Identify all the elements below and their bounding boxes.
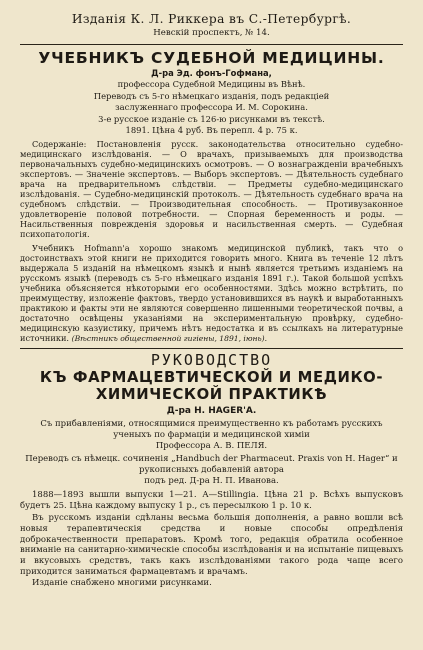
book2-additions-line3: Профессора А. В. ПЕЛЯ. <box>155 441 268 452</box>
book1-contents <box>20 139 403 240</box>
book2-note <box>20 578 403 589</box>
book1-author: Д-ра Эд. фонъ-Гофмана, <box>151 68 272 78</box>
book1-price: 1891. Цѣна 4 руб. Въ перепл. 4 р. 75 к. <box>125 124 298 135</box>
divider <box>20 348 403 349</box>
book2-translation: Переводъ съ нѣмецк. сочиненія „Handbuch der Pharmaceut. Praxis von H. Hager“ и рукописныхъ добавленій автора <box>25 454 398 476</box>
book1-review-body: Учебникъ Hofmann'а хорошо знакомъ медицинской публикѣ, такъ что о достоинствахъ этой книги не приходится говорить много. Книга въ теченіе 12 лѣтъ выдержала 5 изданій на нѣмецкомъ языкѣ и нынѣ является третьимъ изданіемъ на русскомъ языкѣ (переводъ съ 5-го нѣмецкаго изданія 1891 г.). Такой большой успѣхъ учебника объясняется нѣкоторыми его особенностями. Здѣсь можно встрѣтить, по преимуществу, изложеніе фактовъ, твердо установившихся въ наукѣ и выработанныхъ практикою и факты эти не являются совершенно лишенными теоретической почвы, а достаточно освѣщены указаніями на экспериментальную провѣрку, судебно-медицинскую казуистику, причемъ нѣтъ недостатка и въ ссылкахъ на литературные источники. <box>20 242 403 344</box>
book1-review-text <box>20 243 403 345</box>
book2-issues <box>20 490 403 512</box>
book2-additions-line2: ученыхъ по фармаціи и медицинской химіи <box>113 430 310 441</box>
book1-review <box>20 243 403 345</box>
book2-note-text: Изданіе снабжено многими рисунками. <box>32 578 212 589</box>
divider <box>20 44 403 45</box>
book2-title-line1: КЪ ФАРМАЦЕВТИЧЕСКОЙ И МЕДИКО- <box>39 369 384 387</box>
book1-ad <box>20 49 403 344</box>
book1-review-source: (Вѣстникъ общественной гигіены, 1891, іюнь). <box>71 334 268 344</box>
book2-description-text: Въ русскомъ изданіи сдѣланы весьма большія дополненія, а равно вошли всѣ новыя терапевтическія средства и новые способы опредѣленія доброкачественности препаратовъ. Кромѣ того, редакція обратила особенное вниманіе на санитарно-химическіе способы изслѣдованія и на испытаніе пищевыхъ и вкусовыхъ средствъ, такъ какъ изслѣдованіями такого рода чаще всего приходится заниматься фармацевтамъ и врачамъ. <box>20 512 403 578</box>
publisher-address: Невскій проспектъ, № 14. <box>153 28 270 38</box>
book1-edition: 3-е русское изданіе съ 126-ю рисунками въ текстѣ. <box>98 114 325 125</box>
publisher-heading: Изданія К. Л. Риккера въ С.-Петербургѣ. <box>71 12 352 26</box>
book2-issues-text: 1888—1893 вышли выпуски 1—21. А—Stillingia. Цѣна 21 р. Всѣхъ выпусковъ будетъ 25. Цѣна каждому выпуску 1 р., съ пересылкою 1 р. 10 к. <box>20 489 403 511</box>
book2-author: Д-ра Н. HAGER'А. <box>166 406 257 417</box>
book1-translation-line2: заслуженнаго профессора И. М. Сорокина. <box>115 101 308 112</box>
book2-ad <box>20 352 403 589</box>
book2-additions-line1: Съ прибавленіями, относящимися преимущественно къ работамъ русскихъ <box>40 419 383 430</box>
book1-translation-line1: Переводъ съ 5-го нѣмецкаго изданія, подъ редакціей <box>93 91 330 102</box>
book2-description <box>20 513 403 578</box>
book1-author-role: профессора Судебной Медицины въ Вѣнѣ. <box>117 78 306 89</box>
book1-contents-text: Содержаніе: Постановленія русск. законодательства относительно судебно-медицинскаго изслѣдованія. — О врачахъ, призываемыхъ для производства первоначальныхъ судебно-медицинскихъ осмотровъ. — О вознагражденіи врачебныхъ экспертовъ. — Значеніе экспертовъ. — Выборъ экспертовъ. — Дѣятельность судебнаго врача на предварительномъ слѣдствіи. — Предметы судебно-медицинскаго изслѣдованія. — Судебно-медицинскій протоколъ. — Дѣятельность судебнаго врача на судебномъ слѣдствіи. — Производительная способность. — Противузаконное удовлетвореніе половой потребности. — Спорная беременность и роды. — Насильственныя поврежденія здоровья и насильственная смерть. — Судебная психопатологія. <box>20 138 403 240</box>
book2-heading: РУКОВОДСТВО <box>150 351 273 370</box>
book2-title-line2: ХИМИЧЕСКОЙ ПРАКТИКѢ <box>95 386 328 404</box>
book1-title: УЧЕБНИКЪ СУДЕБНОЙ МЕДИЦИНЫ. <box>38 49 385 67</box>
book2-editor: подъ ред. Д-ра Н. П. Иванова. <box>144 475 279 486</box>
